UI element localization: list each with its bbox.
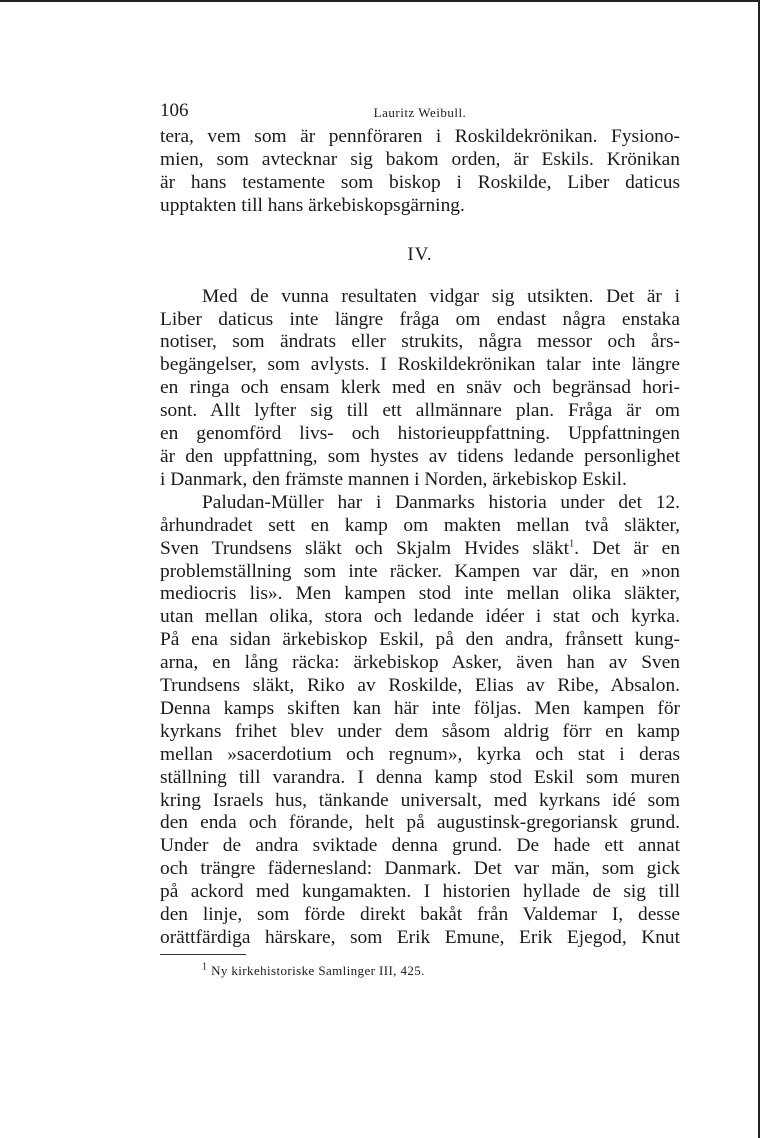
text-line: upptakten till hans ärkebiskopsgärning. xyxy=(160,194,465,216)
top-border-rule xyxy=(0,0,760,2)
text-line: i Danmark, den främste mannen i Norden, ärkebiskop Eskil. xyxy=(160,468,627,490)
text-line: begängelser, som avlysts. I Roskildekrönikan talar inte längre xyxy=(160,354,680,376)
text-line: På ena sidan ärkebiskop Eskil, på den andra, frånsett kung- xyxy=(160,629,680,651)
book-page xyxy=(160,100,680,979)
text-line-with-footnote-ref xyxy=(160,538,680,561)
text-line: är den uppfattning, som hystes av tidens ledande personlighet xyxy=(160,445,680,467)
text-line: arna, en lång räcka: ärkebiskop Asker, även han av Sven xyxy=(160,652,680,674)
text-line: tera, vem som är pennföraren i Roskildekrönikan. Fysiono- xyxy=(160,126,680,147)
text-segment: Sven Trundsens släkt och Skjalm Hvides släkt xyxy=(160,537,570,559)
text-line: Under de andra sviktade denna grund. De hade ett annat xyxy=(160,835,680,857)
page-number: 106 xyxy=(160,100,189,121)
text-line: den enda och förande, helt på augustinsk-gregoriansk grund. xyxy=(160,812,680,834)
footnote-reference: 1 xyxy=(569,538,575,550)
text-line: notiser, som ändrats eller strukits, några messor och års- xyxy=(160,331,680,353)
text-line: på ackord med kungamakten. I historien hyllade de sig till xyxy=(160,881,680,903)
paragraph-2 xyxy=(160,492,680,950)
footnote xyxy=(160,963,680,979)
text-line: mellan »sacerdotium och regnum», kyrka och stat i deras xyxy=(160,743,680,765)
text-segment: . Det är en xyxy=(574,537,680,559)
page-header xyxy=(160,100,680,126)
text-line: Trundsens släkt, Riko av Roskilde, Elias av Ribe, Absalon. xyxy=(160,675,680,697)
text-line: kring Israels hus, tänkande universalt, med kyrkans idé som xyxy=(160,789,680,811)
text-line: Denna kamps skiften kan här inte följas. Men kampen för xyxy=(160,697,680,719)
text-line: och trängre fädernesland: Danmark. Det var män, som gick xyxy=(160,858,680,880)
text-line: mien, som avtecknar sig bakom orden, är Eskils. Krönikan xyxy=(160,148,680,170)
text-line: mediocris lis». Men kampen stod inte mellan olika släkter, xyxy=(160,583,680,605)
text-line: en ringa och ensam klerk med en snäv och begränsad hori- xyxy=(160,377,680,399)
text-line: århundradet sett en kamp om makten mellan två släkter, xyxy=(160,514,680,536)
running-head: Lauritz Weibull. xyxy=(373,105,467,120)
text-line: är hans testamente som biskop i Roskilde, Liber daticus xyxy=(160,171,680,193)
text-line: utan mellan olika, stora och ledande idéer i stat och kyrka. xyxy=(160,606,680,628)
text-line: den linje, som förde direkt bakåt från Valdemar I, desse xyxy=(160,904,680,926)
footnote-marker: 1 xyxy=(202,961,208,973)
footnote-divider xyxy=(160,954,246,955)
text-line: Med de vunna resultaten vidgar sig utsikten. Det är i xyxy=(202,285,680,307)
text-line: Paludan-Müller har i Danmarks historia under det 12. xyxy=(202,491,680,513)
text-line: sont. Allt lyfter sig till ett allmännare plan. Fråga är om xyxy=(160,400,680,422)
text-line: en genomförd livs- och historieuppfattning. Uppfattningen xyxy=(160,423,680,445)
section-heading: IV. xyxy=(407,243,433,265)
text-line: problemställning som inte räcker. Kampen var där, en »non xyxy=(160,560,680,582)
text-line: Liber daticus inte längre fråga om endast några enstaka xyxy=(160,308,680,330)
intro-paragraph xyxy=(160,126,680,218)
footnote-text: Ny kirkehistoriske Samlinger III, 425. xyxy=(211,962,425,978)
text-line: orättfärdiga härskare, som Erik Emune, Erik Ejegod, Knut xyxy=(160,927,680,948)
paragraph-1 xyxy=(160,286,680,492)
text-line: kyrkans frihet blev under dem såsom aldrig förr en kamp xyxy=(160,720,680,742)
text-line: ställning till varandra. I denna kamp stod Eskil som muren xyxy=(160,766,680,788)
